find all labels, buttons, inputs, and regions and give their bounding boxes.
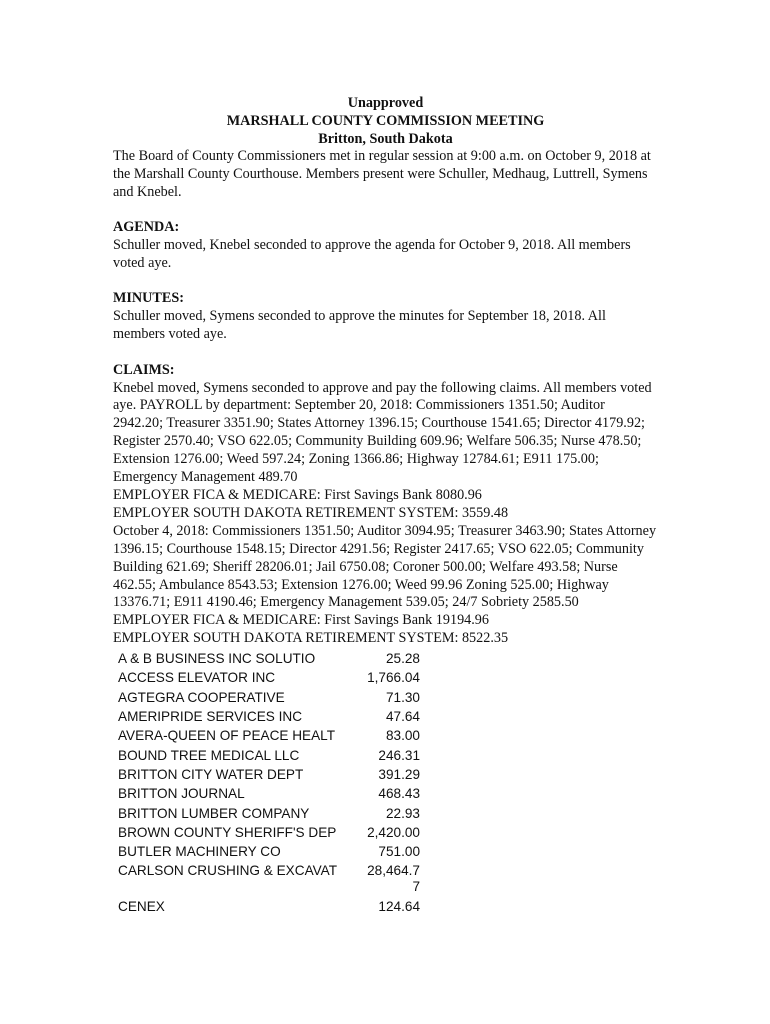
vendor-name: BROWN COUNTY SHERIFF'S DEP	[118, 824, 337, 840]
minutes-section	[113, 290, 658, 344]
payroll-september: Knebel moved, Symens seconded to approve and pay the following claims. All members voted aye. PAYROLL by department: September 20, 2018: Commissioners 1351.50; Auditor 2942.20; Treasurer 3351.90; States Attorney 1396.15; Courthouse 1541.65; Director 4179.92; Register 2570.40; VSO 622.05; Community Building 609.96; Welfare 506.35; Nurse 478.50; Extension 1276.00; Weed 597.24; Zoning 1366.86; Highway 12784.61; E911 175.00; Emergency Management 489.70	[113, 379, 652, 486]
vendor-name: A & B BUSINESS INC SOLUTIO	[118, 651, 316, 667]
table-row	[118, 899, 420, 918]
vendor-name: BOUND TREE MEDICAL LLC	[118, 747, 300, 763]
vendor-amount: 751.00	[378, 844, 420, 860]
fica-september: EMPLOYER FICA & MEDICARE: First Savings Bank 8080.96	[113, 487, 482, 503]
claims-section	[113, 362, 658, 919]
document-heading	[113, 94, 658, 148]
vendor-name: AGTEGRA COOPERATIVE	[118, 689, 285, 705]
minutes-text: Schuller moved, Symens seconded to approve the minutes for September 18, 2018. All members voted aye.	[113, 308, 606, 343]
table-row	[118, 825, 420, 844]
table-row	[118, 690, 420, 709]
table-row	[118, 786, 420, 805]
vendor-name: ACCESS ELEVATOR INC	[118, 670, 276, 686]
agenda-section	[113, 219, 658, 273]
vendor-amount: 22.93	[385, 805, 420, 821]
vendor-amount: 83.00	[385, 728, 420, 744]
vendor-claims-table	[118, 651, 420, 919]
vendor-name: BRITTON JOURNAL	[118, 786, 245, 802]
table-row	[118, 844, 420, 863]
table-row	[118, 651, 420, 670]
intro-paragraph: The Board of County Commissioners met in regular session at 9:00 a.m. on October 9, 2018 at the Marshall County Courthouse. Members present were Schuller, Medhaug, Luttrell, Symens and Knebel.	[113, 148, 651, 200]
vendor-name: AMERIPRIDE SERVICES INC	[118, 709, 303, 725]
retirement-september: EMPLOYER SOUTH DAKOTA RETIREMENT SYSTEM: 3559.48	[113, 504, 509, 521]
claims-title: CLAIMS:	[113, 361, 175, 378]
vendor-amount: 71.30	[385, 689, 420, 705]
meeting-location: Britton, South Dakota	[318, 131, 453, 147]
vendor-name: BUTLER MACHINERY CO	[118, 844, 281, 860]
table-row	[118, 709, 420, 728]
vendor-amount: 1,766.04	[367, 670, 420, 686]
meeting-title: MARSHALL COUNTY COMMISSION MEETING	[226, 113, 545, 129]
table-row	[118, 728, 420, 747]
table-row	[118, 806, 420, 825]
table-row	[118, 767, 420, 786]
vendor-amount: 47.64	[385, 709, 420, 725]
table-row	[118, 670, 420, 689]
vendor-name: BRITTON LUMBER COMPANY	[118, 805, 310, 821]
table-row	[118, 748, 420, 767]
vendor-amount: 468.43	[378, 786, 420, 802]
vendor-name: CARLSON CRUSHING & EXCAVAT	[118, 863, 338, 879]
agenda-text: Schuller moved, Knebel seconded to approve the agenda for October 9, 2018. All members voted aye.	[113, 237, 631, 272]
fica-october: EMPLOYER FICA & MEDICARE: First Savings Bank 19194.96	[113, 612, 489, 629]
vendor-amount: 124.64	[378, 899, 420, 915]
vendor-amount: 391.29	[378, 766, 420, 782]
agenda-title: AGENDA:	[113, 219, 180, 236]
vendor-amount: 25.28	[385, 651, 420, 667]
vendor-name: AVERA-QUEEN OF PEACE HEALT	[118, 728, 336, 744]
retirement-october: EMPLOYER SOUTH DAKOTA RETIREMENT SYSTEM: 8522.35	[113, 630, 509, 647]
vendor-name: CENEX	[118, 899, 165, 915]
vendor-amount: 246.31	[378, 747, 420, 763]
minutes-title: MINUTES:	[113, 290, 184, 307]
document-body	[113, 94, 658, 919]
status-label: Unapproved	[347, 95, 424, 111]
payroll-october: October 4, 2018: Commissioners 1351.50; Auditor 3094.95; Treasurer 3463.90; States Attorney 1396.15; Courthouse 1548.15; Director 4291.56; Register 2417.65; VSO 622.05; Community Building 621.69; Sheriff 28206.01; Jail 6750.08; Coroner 500.00; Welfare 493.58; Nurse 462.55; Ambulance 8543.53; Extension 1276.00; Weed 99.96 Zoning 525.00; Highway 13376.71; E911 4190.46; Emergency Management 539.05; 24/7 Sobriety 2585.50	[113, 522, 657, 611]
table-row	[118, 863, 420, 899]
vendor-amount: 28,464.7 7	[367, 863, 420, 895]
vendor-amount: 2,420.00	[367, 824, 420, 840]
vendor-name: BRITTON CITY WATER DEPT	[118, 766, 304, 782]
